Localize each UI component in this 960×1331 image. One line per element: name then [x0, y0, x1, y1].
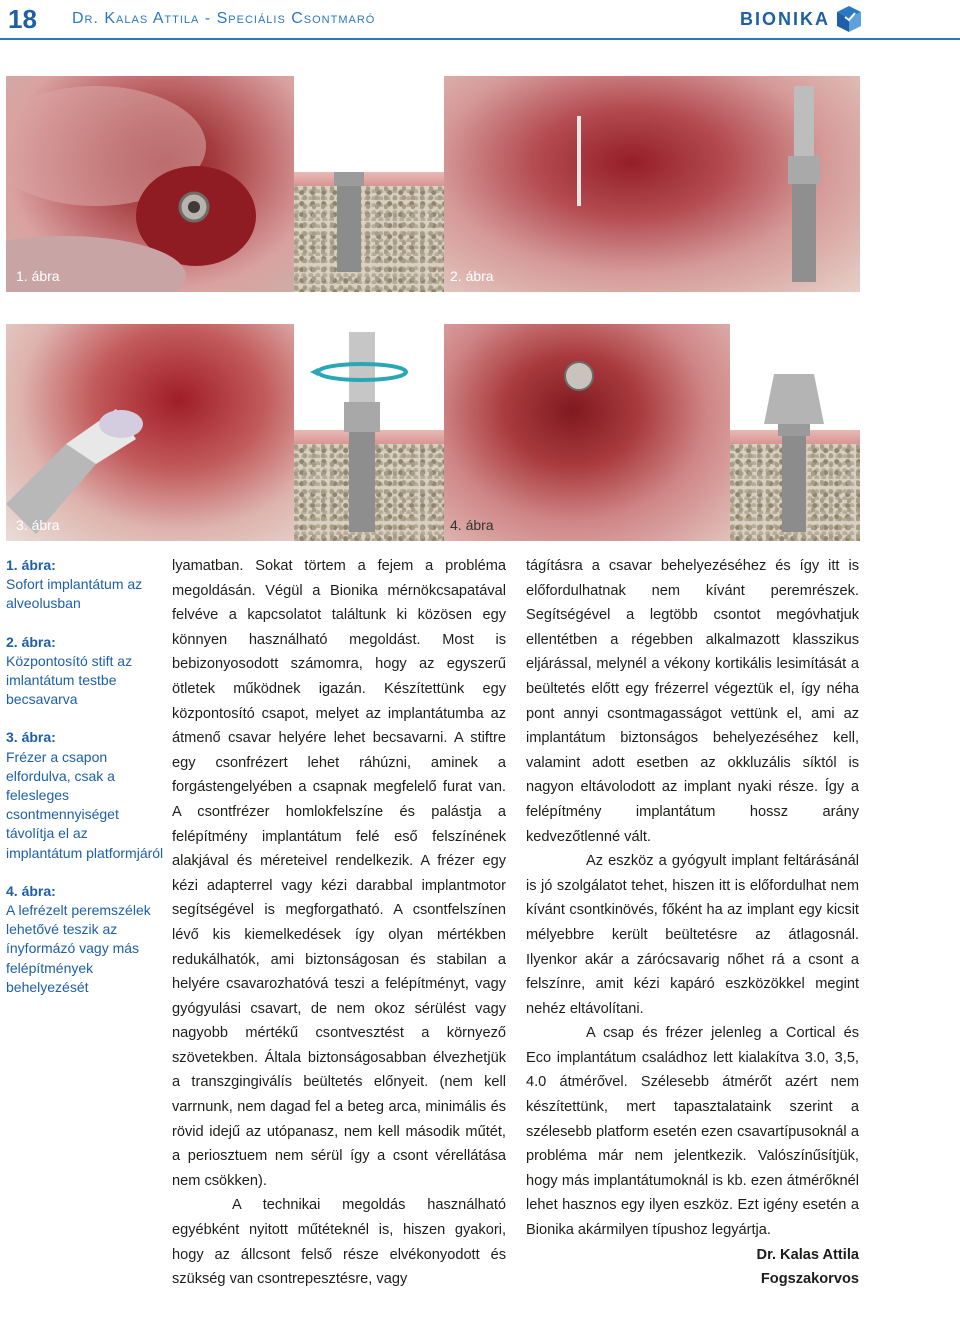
figure-4-panel [294, 324, 860, 541]
page-header [0, 0, 960, 40]
article-col2-paragraph-1: tágításra a csavar behelyezéséhez és így itt is előfordulhatnak nem kívánt peremrészek. Segítségével a legtöbb csontot megóvhatjuk ellentétben a régebben alkalmazott klasszikus eljárással, melynél a vékony kortikális lesimítását a beültetés előtt egy frézerrel végeztük el, így néha pont annyi csontmagasságot vettünk el, ami az implantátum biztonságos behelyezéséhez kell, valamint adott esetben az okkluzális síktól is nagyon eltávolodott az implant nyaki része. Így a felépítmény implantátum hossz arány kedvezőtlenné vált. [526, 558, 859, 845]
caption-1-number: 1. ábra: [6, 557, 56, 573]
figure-captions [6, 556, 164, 1016]
running-title: Dr. Kalas Attila - Speciális Csontmaró [72, 10, 376, 27]
author-name: Dr. Kalas Attila [756, 1246, 859, 1263]
figure-1-photo [6, 76, 294, 292]
article-col1-paragraph-2: A technikai megoldás használható egyébként nyitott műtéteknél is, hiszen gyakori, hogy az állcsont felső része elvékonyodott és szükség van csontrepesztésre, vagy [172, 1197, 506, 1288]
page-number: 18 [8, 4, 37, 34]
figure-4-implant-illustration [294, 324, 860, 541]
caption-2 [6, 633, 164, 710]
article-col2-paragraph-3: A csap és frézer jelenleg a Cortical és Eco implantátum családhoz lett kialakítva 3.0, 3,5, 4.0 átmérővel. Szélesebb átmérőt azért nem készítettünk, mert tapasztalataink szerint a szélesebb platform esetén ezen csavartípusoknál a probléma már nem jelentkezik. Valószínűsítjük, hogy más implantátumoknál is kb. ezen átmérőknél lehet hasznos egy ilyen eszköz. Ezt igény esetén a Bionika akármilyen típushoz legyártja. [526, 1025, 859, 1239]
header-rule [0, 38, 960, 40]
figure-3-label: 3. ábra [16, 517, 60, 533]
figure-3-photo [6, 324, 294, 541]
article-col1-paragraph-1: lyamatban. Sokat törtem a fejem a probléma megoldásán. Végül a Bionika mérnökcsapatával felvéve a kapcsolatot találtunk ki közösen egy könnyen használható megoldást. Most is bebizonyosodott számomra, hogy az egyszerű ötletek működnek igazán. Készítettünk egy központosító csapot, melyet az implantátumba az átmenő csavar helyére lehet becsavarni. A stiftre egy csonfrézert lehet ráhúzni, aminek a forgástengelyében a csapnak megfelelő furat van. A csontfrézer homlokfelszíne és palástja a felépítmény implantátum felé eső felszínének alakjával és méreteivel rendelkezik. A frézer egy kézi adapterrel vagy kézi darabbal implantmotor segítségével is megforgatható. A csontfelszínen lévő kis kiemelkedések így olyan mértékben redukálhatók, ami biztonságosan és stabilan a helyére csavarozhatóvá teszi a felépítményt, vagy gyógyulási csavart, de nem okoz sérülést vagy nagyobb mértékű csontvesztést a környező szövetekben. Általa biztonságosabban élvezhetjük a transzgingiválís beültetés előnyeit. (nem kell varrnunk, nem dagad fel a beteg arca, minimális és rövid idejű az utópanasz, nem kell második műtét, a periosztuem nem sérül így a csont vérellátása nem csökken). [172, 558, 506, 1189]
caption-2-text: Központosító stift az imlantátum testbe becsavarva [6, 652, 133, 708]
figure-4-label: 4. ábra [450, 517, 494, 533]
bionika-cube-logo-icon [836, 5, 862, 33]
caption-4-number: 4. ábra: [6, 882, 56, 899]
caption-4-text: A lefrézelt peremszélek lehetővé teszik az ínyformázó vagy más felépítmények behelyezését [6, 902, 151, 995]
figure-2-implant-illustration [294, 76, 860, 292]
caption-3-text: Frézer a csapon elfordulva, csak a felesleges csontmennyiséget távolítja el az implantátum platformjáról [6, 748, 164, 861]
author-title: Fogszakorvos [760, 1271, 859, 1288]
figure-2-label: 2. ábra [450, 268, 494, 284]
figure-2-panel [294, 76, 860, 292]
caption-3-number: 3. ábra: [6, 729, 56, 746]
article-column-1 [172, 554, 506, 1292]
caption-2-number: 2. ábra: [6, 633, 56, 650]
figure-3-handpiece-illustration [6, 324, 294, 541]
caption-1-text: Sofort implantátum az alveolusban [6, 576, 143, 612]
caption-3 [6, 728, 164, 862]
figure-1-illustration [6, 76, 294, 292]
caption-4 [6, 882, 164, 997]
article-col2-paragraph-2: Az eszköz a gyógyult implant feltárásánál is jó szolgálatot tehet, hiszen itt is előfordulhat nem kívánt csontkinövés, főként ha az implant egy kicsit mélyebbre került beültetésre az átlagosnál. Ilyenkor akár a zárócsavarig nőhet rá a csont a felszínre, amit kézi kapáró eszközökkel megint nehéz eltávolítani. [526, 853, 859, 1017]
caption-1 [6, 556, 164, 614]
article-column-2 [526, 554, 859, 1292]
figure-1-label: 1. ábra [16, 268, 60, 284]
brand-name: BIONIKA [740, 9, 830, 29]
